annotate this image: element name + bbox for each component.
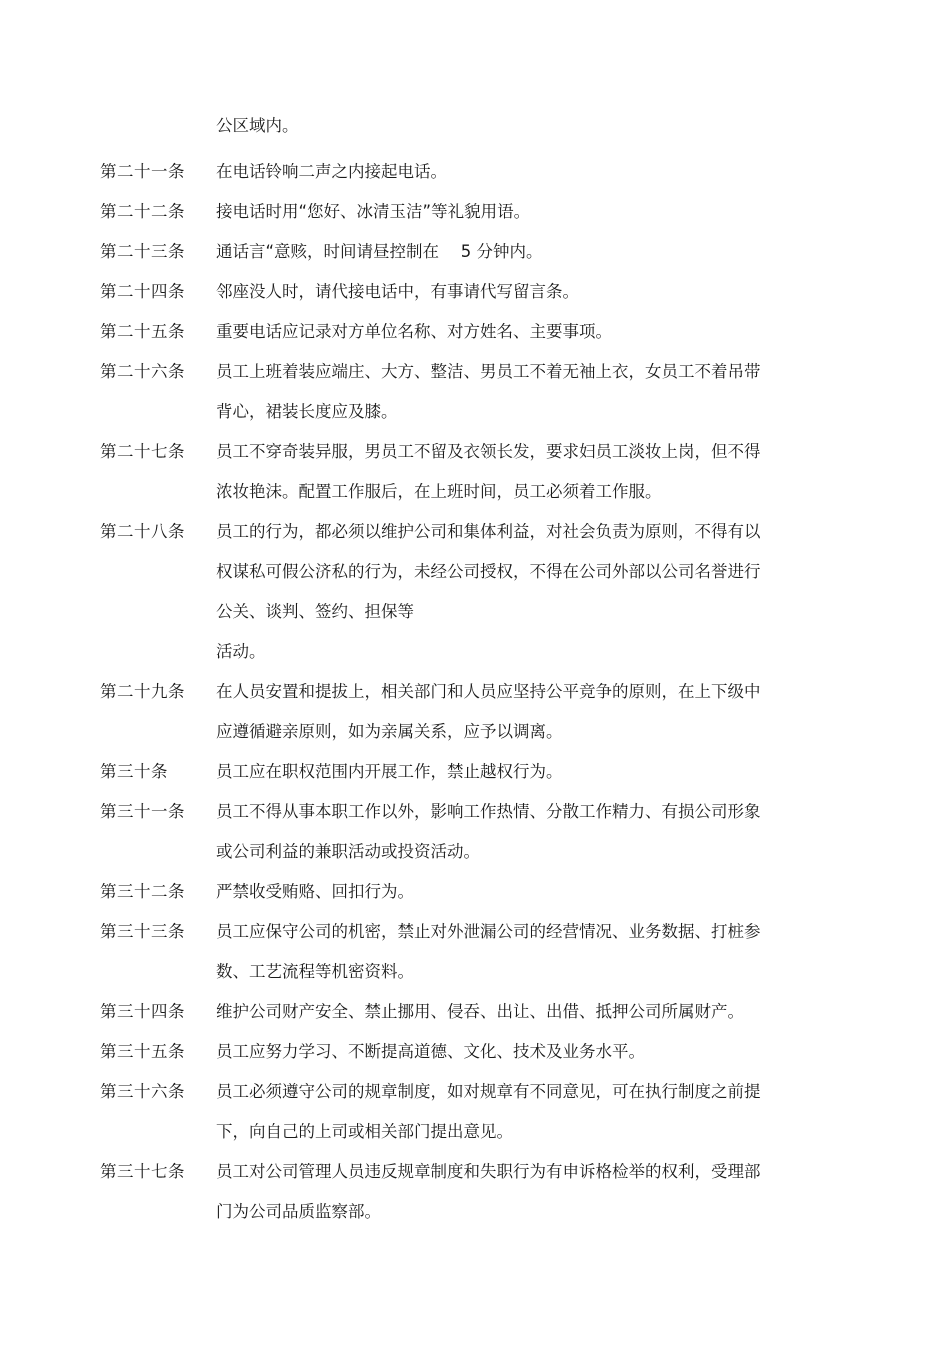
- article-number: 第二十六条: [100, 362, 185, 381]
- article-text-line: 员工上班着装应端庄、大方、整洁、男员工不着无袖上衣，女员工不着吊带: [216, 362, 761, 381]
- article: [100, 232, 820, 272]
- article-number: 第二十九条: [100, 682, 185, 701]
- article: [100, 992, 820, 1032]
- article-text-line: 浓妆艳沫。配置工作服后，在上班时间，员工必须着工作服。: [216, 482, 662, 501]
- article-text-line: 数、工艺流程等机密资料。: [216, 962, 414, 981]
- article-text: [216, 352, 806, 432]
- article-text: [216, 1152, 806, 1232]
- article-text-line: 或公司利益的兼职活动或投资活动。: [216, 842, 480, 861]
- article: [100, 872, 820, 912]
- article-text-line: 维护公司财产安全、禁止挪用、侵吞、出让、出借、抵押公司所属财产。: [216, 1002, 744, 1021]
- article-text-line: 在电话铃响二声之内接起电话。: [216, 162, 447, 181]
- article-number: 第三十条: [100, 762, 168, 781]
- article-text-line: 背心，裙装长度应及膝。: [216, 402, 398, 421]
- article-text-line: 应遵循避亲原则，如为亲属关系，应予以调离。: [216, 722, 563, 741]
- article-text-line: 公关、谈判、签约、担保等: [216, 602, 414, 621]
- article-text: [216, 512, 806, 672]
- article-text-line: 严禁收受贿赂、回扣行为。: [216, 882, 414, 901]
- article: [100, 192, 820, 232]
- article-text-line: 员工应努力学习、不断提高道德、文化、技术及业务水平。: [216, 1042, 645, 1061]
- article-text: [216, 912, 806, 992]
- article: [100, 912, 820, 992]
- article-text: [216, 872, 806, 912]
- article-text-line: 员工对公司管理人员违反规章制度和失职行为有申诉格检举的权利，受理部: [216, 1162, 761, 1181]
- article: [100, 1152, 820, 1232]
- article-text-line: 权谋私可假公济私的行为，未经公司授权，不得在公司外部以公司名誉进行: [216, 562, 761, 581]
- article: [100, 752, 820, 792]
- article-text-line: 员工的行为，都必须以维护公司和集体利益，对社会负责为原则，不得有以: [216, 522, 761, 541]
- article-number: 第二十二条: [100, 202, 185, 221]
- article-text-line: 员工不穿奇装异服，男员工不留及衣领长发，要求妇员工淡妆上岗，但不得: [216, 442, 761, 461]
- article: [100, 512, 820, 672]
- article-text-line: 接电话时用“您好、冰清玉洁”等礼貌用语。: [216, 202, 531, 221]
- article: [100, 672, 820, 752]
- article: [100, 312, 820, 352]
- article-text: [216, 432, 806, 512]
- article-text: [216, 272, 806, 312]
- article-text-line: 员工不得从事本职工作以外，影响工作热情、分散工作精力、有损公司形象: [216, 802, 761, 821]
- article-text: [216, 312, 806, 352]
- article-number: 第三十五条: [100, 1042, 185, 1061]
- article-text: [216, 672, 806, 752]
- article-text-line: 活动。: [216, 642, 266, 661]
- article: [100, 1032, 820, 1072]
- article-number: 第三十七条: [100, 1162, 185, 1181]
- article-number: 第二十八条: [100, 522, 185, 541]
- article-text: [216, 152, 806, 192]
- article: [100, 352, 820, 432]
- article-text: [216, 232, 806, 272]
- article-number: 第二十五条: [100, 322, 185, 341]
- article-text: [216, 992, 806, 1032]
- article: [100, 792, 820, 872]
- article-text-line: 在人员安置和提拔上，相关部门和人员应坚持公平竞争的原则，在上下级中: [216, 682, 761, 701]
- article-text: [216, 1032, 806, 1072]
- continuation-text: 公区域内。: [216, 116, 299, 135]
- article-text: [216, 192, 806, 232]
- article-number: 第三十三条: [100, 922, 185, 941]
- article-text-line: 门为公司品质监察部。: [216, 1202, 381, 1221]
- article-number: 第二十一条: [100, 162, 185, 181]
- article: [100, 272, 820, 312]
- article-list: [100, 152, 820, 1232]
- article-text-line: 重要电话应记录对方单位名称、对方姓名、主要事项。: [216, 322, 612, 341]
- article-text-line: 员工应保守公司的机密，禁止对外泄漏公司的经营情况、业务数据、打桩参: [216, 922, 761, 941]
- article-text-line: 员工应在职权范围内开展工作，禁止越权行为。: [216, 762, 563, 781]
- article-text-line: 通话言“意赅，时间请昼控制在 5 分钟内。: [216, 242, 543, 261]
- article-text-line: 下，向自己的上司或相关部门提出意见。: [216, 1122, 513, 1141]
- article-number: 第三十六条: [100, 1082, 185, 1101]
- article-number: 第二十四条: [100, 282, 185, 301]
- article: [100, 1072, 820, 1152]
- article-text: [216, 792, 806, 872]
- article-text: [216, 752, 806, 792]
- article-number: 第三十四条: [100, 1002, 185, 1021]
- article-number: 第三十一条: [100, 802, 185, 821]
- article-text-line: 邻座没人时，请代接电话中，有事请代写留言条。: [216, 282, 579, 301]
- article: [100, 432, 820, 512]
- article-text: [216, 1072, 806, 1152]
- article-number: 第二十三条: [100, 242, 185, 261]
- article-text-line: 员工必须遵守公司的规章制度，如对规章有不同意见，可在执行制度之前提: [216, 1082, 761, 1101]
- article-number: 第三十二条: [100, 882, 185, 901]
- article-number: 第二十七条: [100, 442, 185, 461]
- article: [100, 152, 820, 192]
